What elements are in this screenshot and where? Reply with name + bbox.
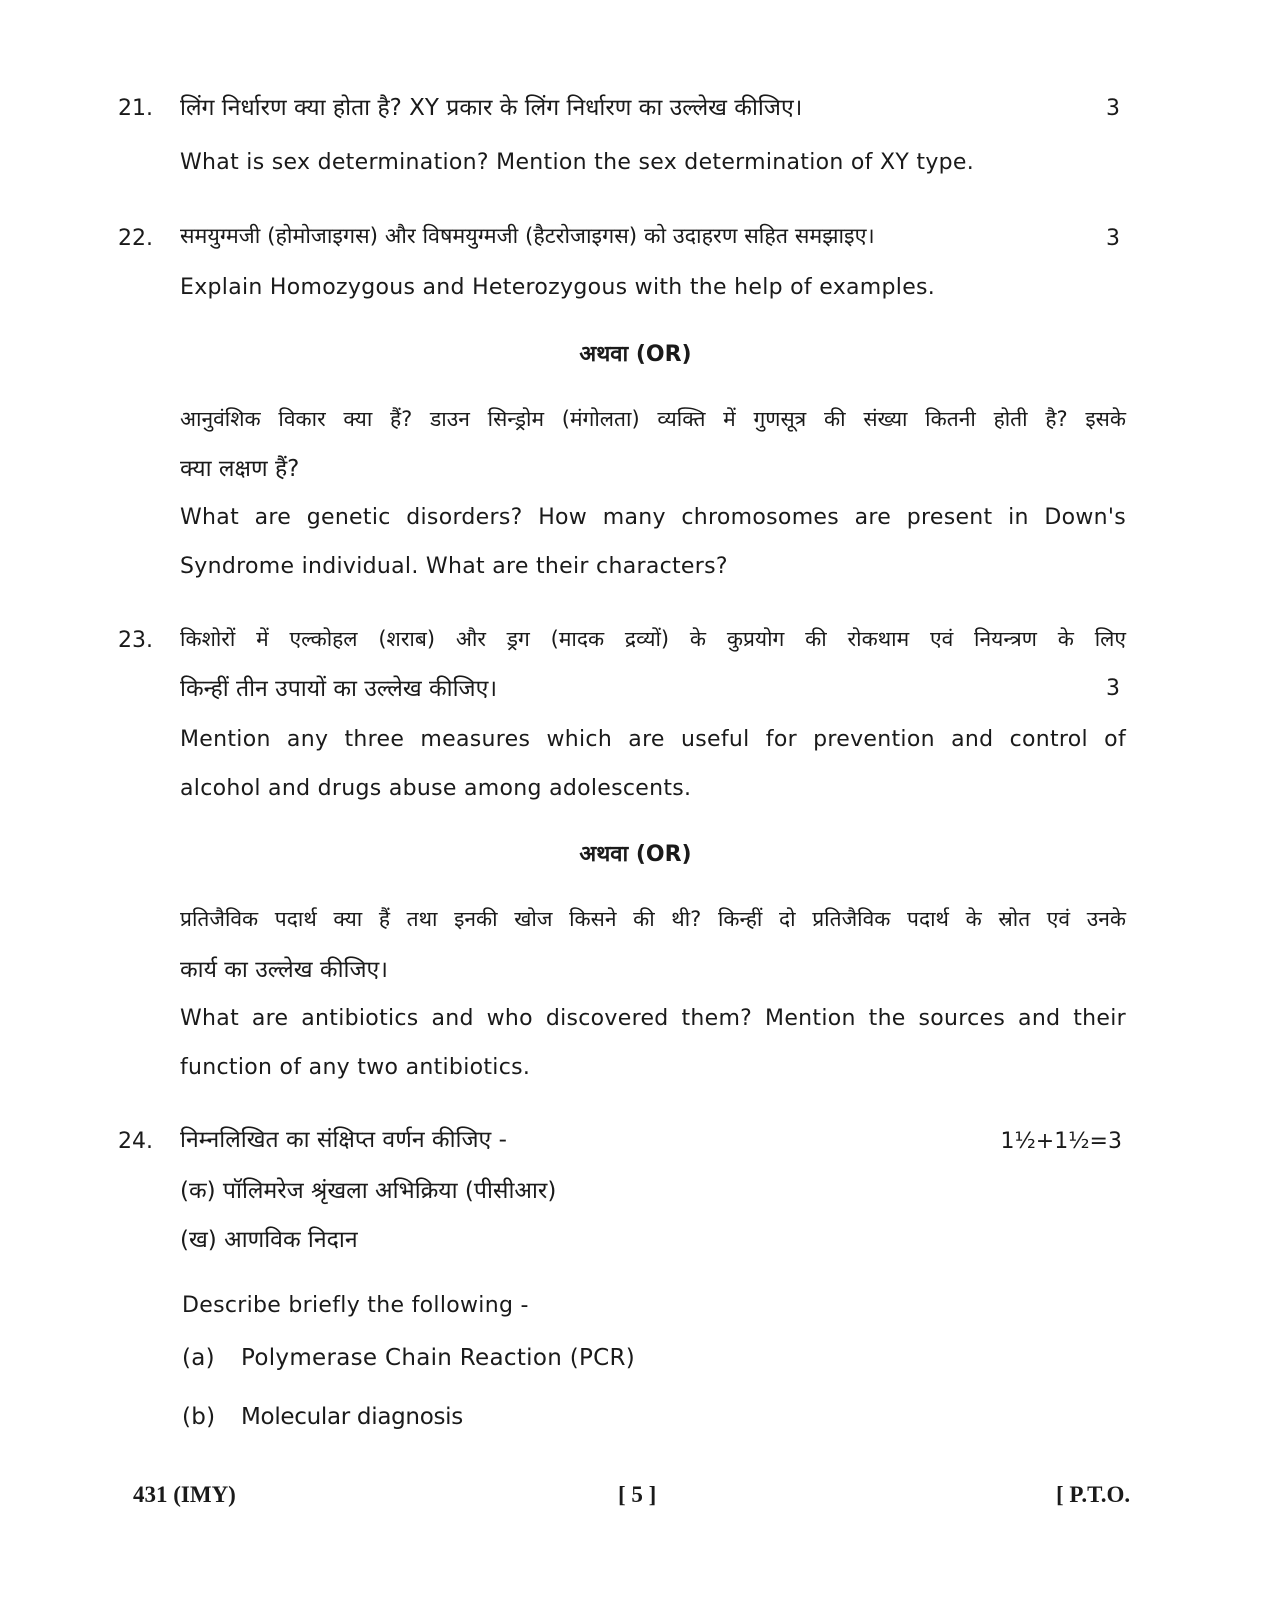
q24-english-part-b: Molecular diagnosis (241, 1404, 463, 1430)
q23-marks: 3 (1106, 676, 1120, 701)
q24-hindi-part-a: (क) पॉलिमरेज श्रृंखला अभिक्रिया (पीसीआर) (180, 1178, 557, 1204)
q22-or-hindi-line1: आनुवंशिक विकार क्या हैं? डाउन सिन्ड्रोम (मंगोलता) व्यक्ति में गुणसूत्र की संख्या कितनी होती है? इसके (180, 407, 1126, 431)
footer-pto: [ P.T.O. (1056, 1482, 1131, 1507)
q21-english: What is sex determination? Mention the sex determination of XY type. (180, 150, 975, 175)
q22-or-english-line2: Syndrome individual. What are their characters? (180, 554, 728, 579)
q23-english-line1: Mention any three measures which are useful for prevention and control of (180, 727, 1126, 752)
q24-english-part-b-label: (b) (182, 1404, 216, 1430)
q24-english-part-a-label: (a) (182, 1345, 215, 1371)
q24-hindi: निम्नलिखित का संक्षिप्त वर्णन कीजिए - (180, 1127, 507, 1153)
q22-hindi: समयुग्मजी (होमोजाइगस) और विषमयुग्मजी (हैटरोजाइगस) को उदाहरण सहित समझाइए। (180, 224, 875, 249)
q21-marks: 3 (1106, 96, 1120, 121)
footer-page-number: [ 5 ] (618, 1482, 657, 1507)
q22-marks: 3 (1106, 226, 1120, 251)
q21-number: 21. (118, 96, 153, 121)
q23-english-line2: alcohol and drugs abuse among adolescents. (180, 776, 692, 801)
q24-english: Describe briefly the following - (182, 1293, 529, 1318)
q23-hindi-line2: किन्हीं तीन उपायों का उल्लेख कीजिए। (180, 676, 498, 702)
footer-paper-code: 431 (IMY) (133, 1482, 236, 1507)
q23-or-english-line1: What are antibiotics and who discovered them? Mention the sources and their (180, 1006, 1126, 1031)
q22-english: Explain Homozygous and Heterozygous with the help of examples. (180, 275, 936, 300)
q21-hindi: लिंग निर्धारण क्या होता है? XY प्रकार के लिंग निर्धारण का उल्लेख कीजिए। (180, 95, 803, 121)
q24-hindi-part-b: (ख) आणविक निदान (180, 1227, 358, 1253)
q22-number: 22. (118, 226, 153, 251)
q24-english-part-a: Polymerase Chain Reaction (PCR) (241, 1345, 636, 1371)
q23-or-label: अथवा (OR) (579, 842, 692, 867)
q23-number: 23. (118, 628, 153, 653)
q22-or-english-line1: What are genetic disorders? How many chromosomes are present in Down's (180, 505, 1126, 530)
q23-or-english-line2: function of any two antibiotics. (180, 1055, 531, 1080)
q23-or-hindi-line1: प्रतिजैविक पदार्थ क्या हैं तथा इनकी खोज किसने की थी? किन्हीं दो प्रतिजैविक पदार्थ के स्रोत एवं उनके (180, 907, 1126, 931)
q24-marks: 1½+1½=3 (1000, 1129, 1122, 1154)
q22-or-label: अथवा (OR) (579, 342, 692, 367)
q22-or-hindi-line2: क्या लक्षण हैं? (180, 456, 300, 482)
q23-hindi-line1: किशोरों में एल्कोहल (शराब) और ड्रग (मादक द्रव्यों) के कुप्रयोग की रोकथाम एवं नियन्त्रण के लिए (180, 627, 1126, 651)
q23-or-hindi-line2: कार्य का उल्लेख कीजिए। (180, 957, 388, 983)
q24-number: 24. (118, 1129, 153, 1154)
